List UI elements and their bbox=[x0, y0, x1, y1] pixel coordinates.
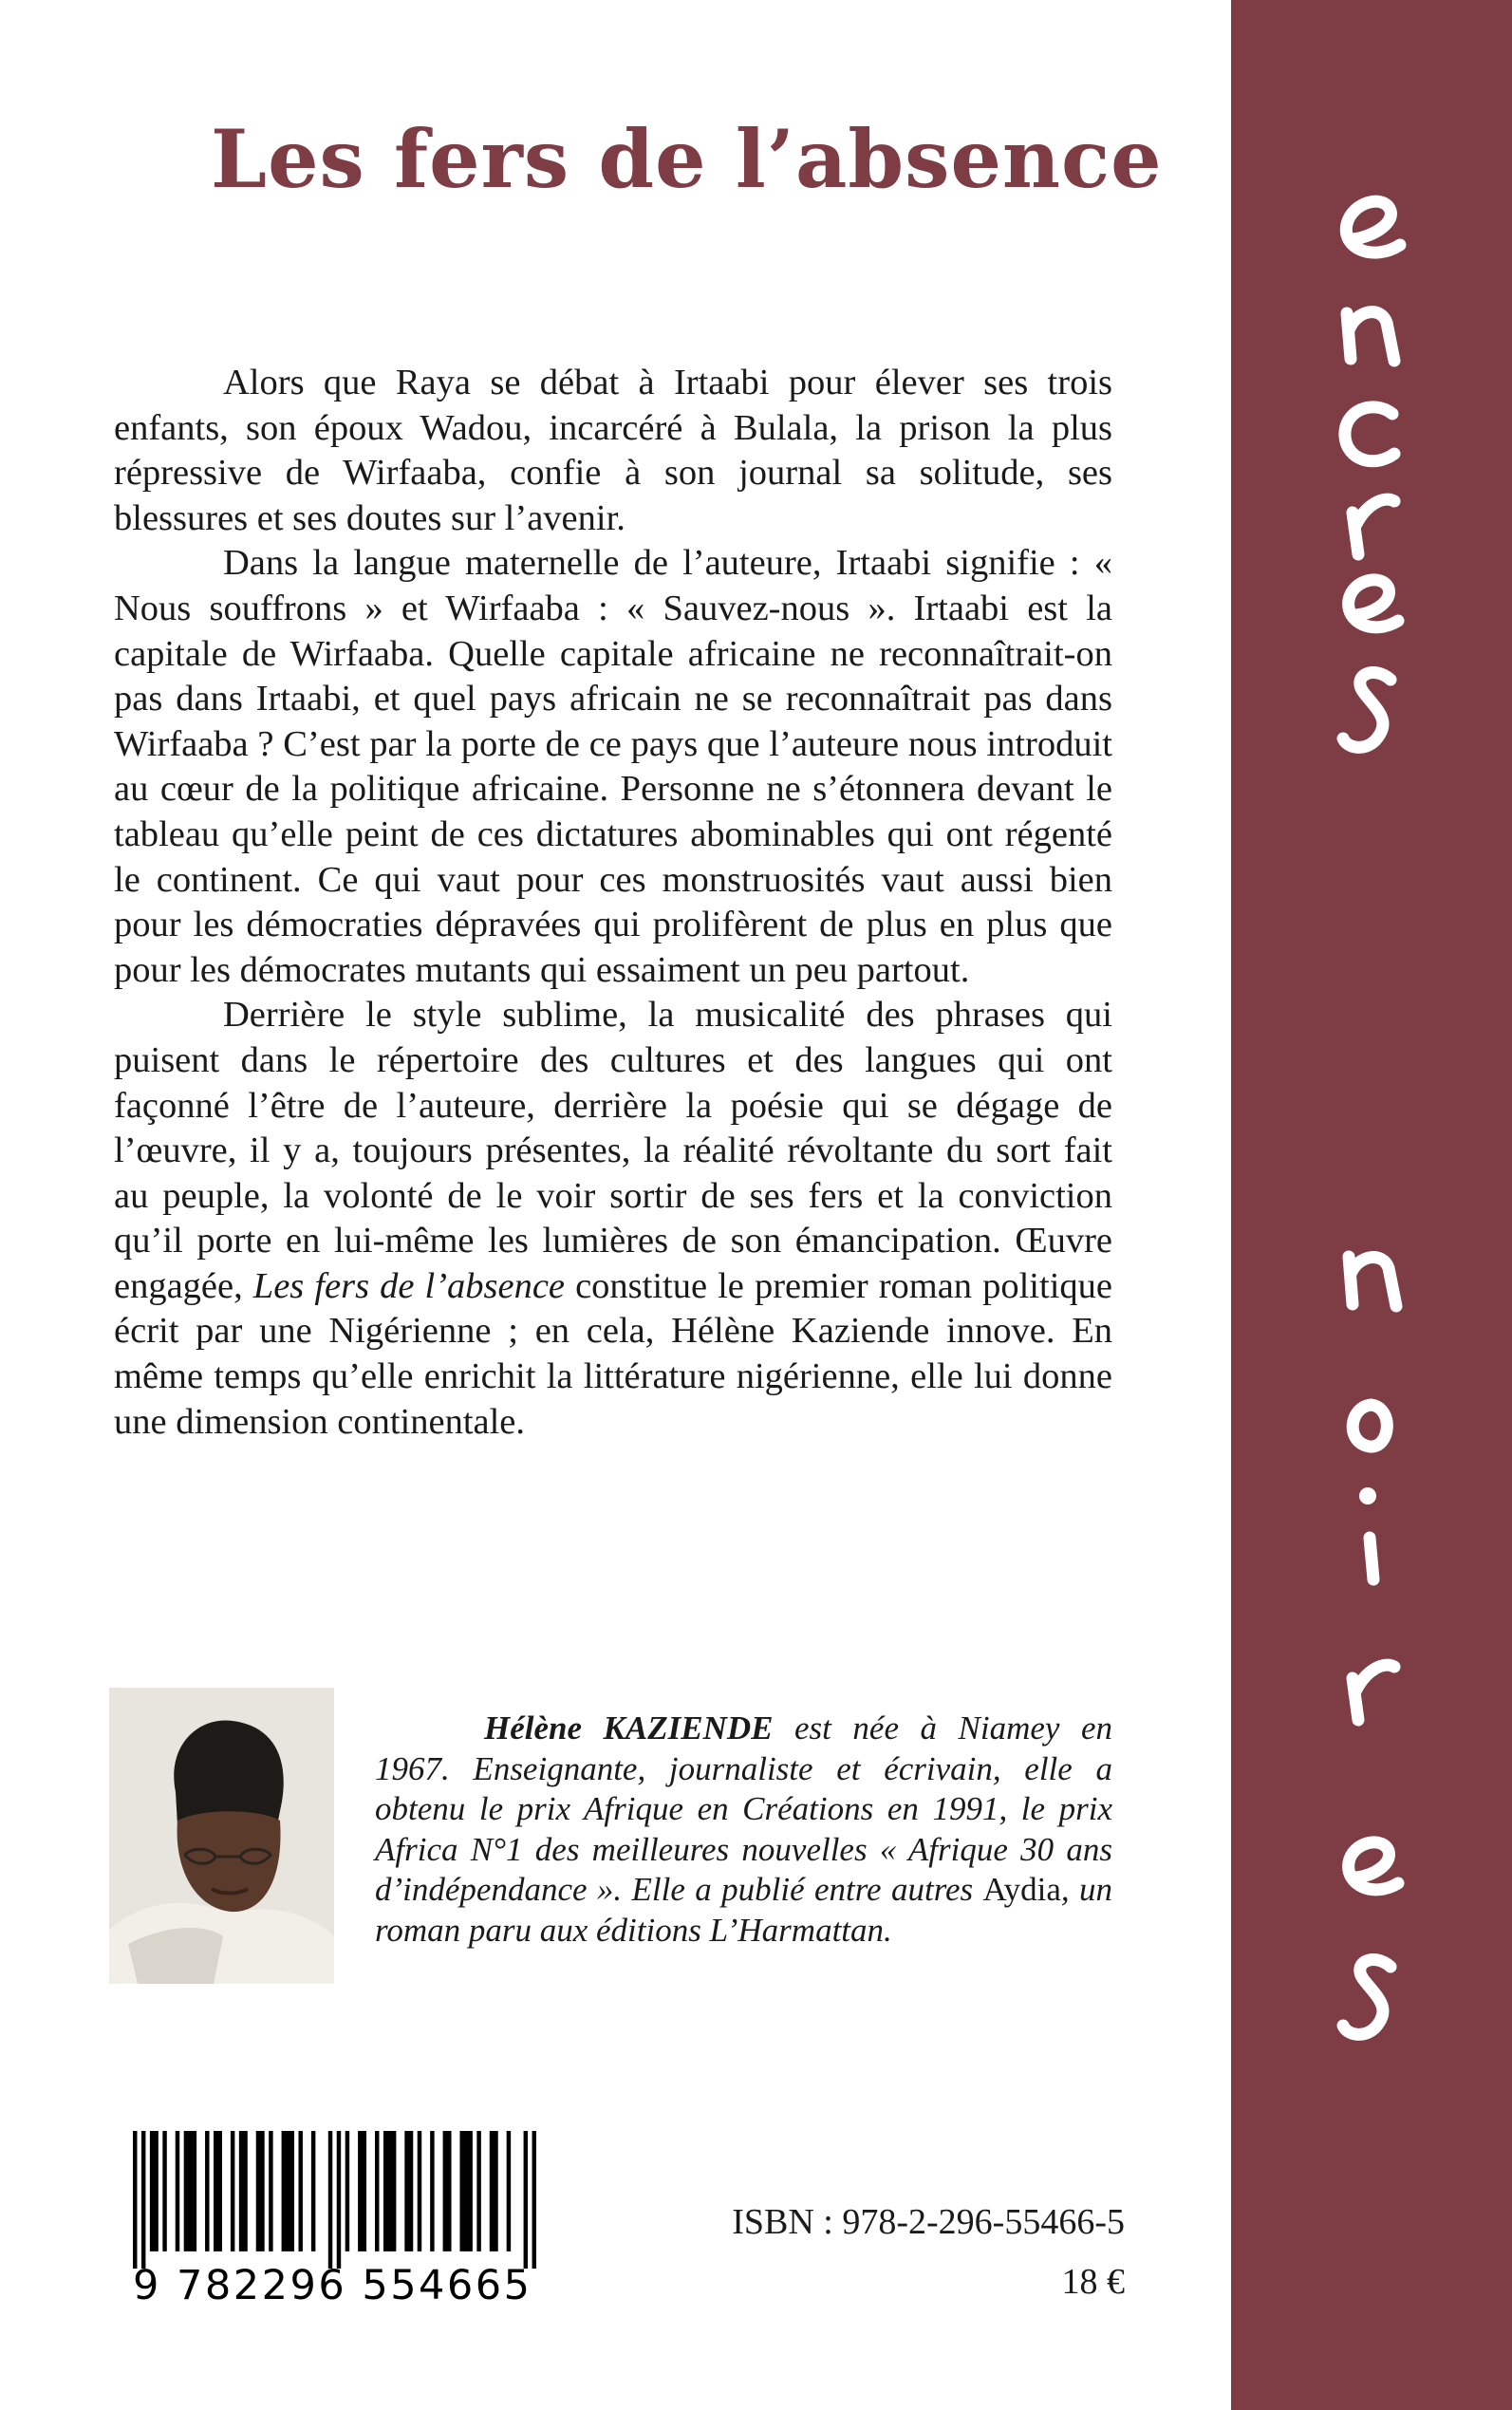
series-letter-n1 bbox=[1347, 312, 1394, 361]
series-letter-e3 bbox=[1349, 1842, 1398, 1890]
barcode-digits: 9 782296 554665 bbox=[133, 2262, 532, 2309]
author-bio bbox=[375, 1709, 1112, 1951]
barcode-bars bbox=[133, 2131, 536, 2269]
author-photo bbox=[109, 1688, 334, 1984]
back-cover-summary bbox=[114, 361, 1112, 1445]
author-portrait-illustration bbox=[109, 1688, 334, 1984]
summary-paragraph-1: Alors que Raya se débat à Irtaabi pour élever ses trois enfants, son époux Wadou, incarcéré à Bulala, la prison la plus répressive de Wirfaaba, confie à son journal sa solitude, ses blessures et ses doutes sur l’avenir. bbox=[114, 363, 1112, 538]
series-letter-e2 bbox=[1349, 580, 1398, 627]
book-title: Les fers de l’absence bbox=[211, 112, 1163, 206]
series-letter-s2 bbox=[1343, 1960, 1391, 2035]
series-letter-r1 bbox=[1353, 499, 1394, 554]
summary-p3-book-title: Les fers de l’absence bbox=[252, 1265, 566, 1306]
series-letter-n2 bbox=[1349, 1257, 1396, 1306]
isbn-number: ISBN : 978-2-296-55466-5 bbox=[732, 2202, 1125, 2242]
series-letter-r2 bbox=[1353, 1665, 1394, 1720]
series-band bbox=[1231, 0, 1512, 2410]
series-letter-i-dot bbox=[1359, 1487, 1376, 1504]
isbn-barcode bbox=[133, 2131, 536, 2269]
summary-paragraph-3 bbox=[114, 993, 1112, 1445]
author-bio-text-a: est née à Niamey en 1967. Enseignante, journaliste et écrivain, elle a obtenu le prix Afrique en Créations en 1991, le prix Africa N°1 des meilleures nouvelles « Afrique 30 ans d’indépendance ». Elle a publié entre autres bbox=[375, 1709, 1112, 1908]
series-letter-c bbox=[1345, 407, 1394, 461]
author-bio-book: Aydia bbox=[982, 1871, 1061, 1908]
price-label: 18 € bbox=[1061, 2262, 1125, 2302]
author-bio-text-b: , un roman paru aux éditions L’Harmattan. bbox=[375, 1871, 1112, 1949]
summary-paragraph-2: Dans la langue maternelle de l’auteure, Irtaabi signifie : « Nous souffrons » et Wirfaaba : « Sauvez-nous ». Irtaabi est la capitale de Wirfaaba. Quelle capitale africaine ne reconnaîtrait-on pas dans Irtaabi, et quel pays africain ne se reconnaîtrait pas dans Wirfaaba ? C’est par la porte de ce pays que l’auteure nous introduit au cœur de la politique africaine. Personne ne s’étonnera devant le tableau qu’elle peint de ces dictatures abominables qui ont régenté le continent. Ce qui vaut pour ces monstruosités vaut aussi bien pour les démocraties dépravées qui prolifèrent de plus en plus que pour les démocrates mutants qui essaiment un peu partout. bbox=[114, 543, 1112, 990]
series-lettering bbox=[1231, 0, 1512, 2410]
series-letter-e1 bbox=[1346, 201, 1400, 252]
series-letter-s1 bbox=[1343, 673, 1391, 748]
series-letter-o bbox=[1353, 1405, 1387, 1447]
summary-p3-text-a: Derrière le style sublime, la musicalité des phrases qui puisent dans le répertoire des cultures et des langues qui ont façonné l’être de l’auteure, derrière la poésie qui se dégage de l’œuvre, il y a, toujours présentes, la réalité révoltante du sort fait au peuple, la volonté de le voir sortir de ses fers et la conviction qu’il porte en lui-même les lumières de son émancipation. Œuvre engagée, bbox=[114, 995, 1112, 1306]
author-name: Hélène KAZIENDE bbox=[484, 1709, 774, 1747]
series-letter-i bbox=[1370, 1538, 1373, 1579]
summary-p3-text-b: constitue le premier roman politique écrit par une Nigérienne ; en cela, Hélène Kaziende innove. En même temps qu’elle enrichit la littérature nigérienne, elle lui donne une dimension continentale. bbox=[114, 1265, 1112, 1442]
